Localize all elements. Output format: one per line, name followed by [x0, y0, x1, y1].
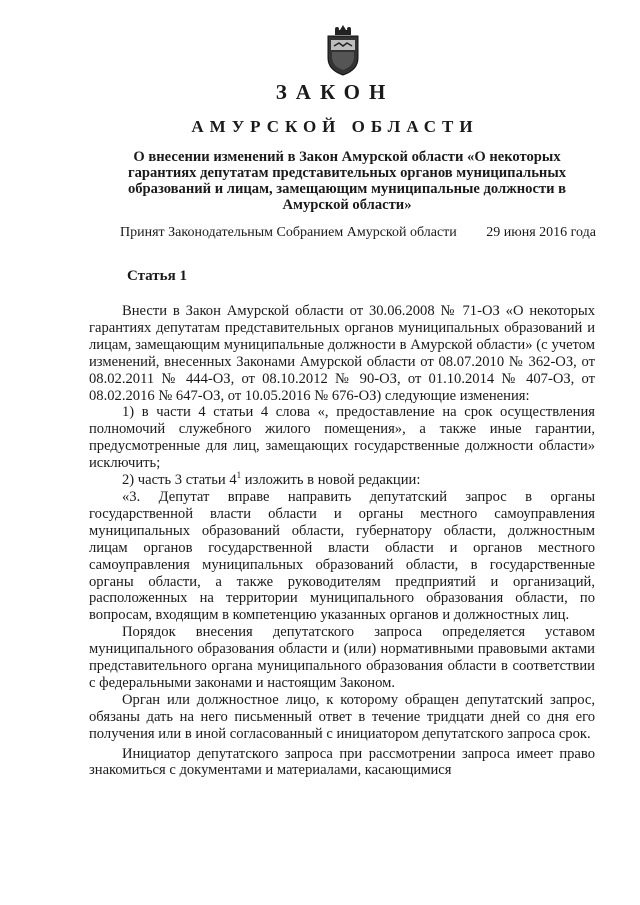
- adopted-by-text: Принят Законодательным Собранием Амурской области: [120, 225, 457, 240]
- paragraph-5: Порядок внесения депутатского запроса определяется уставом муниципального образования области и (или) нормативными правовыми актами представительного органа муниципального образования области в соответствии с федеральными законами и настоящим Законом.: [89, 624, 595, 691]
- paragraph-3-text-end: изложить в новой редакции:: [241, 472, 421, 489]
- paragraph-1: Внести в Закон Амурской области от 30.06.2008 № 71-ОЗ «О некоторых гарантиях депутатам представительных органов муниципальных образований и лицам, замещающим муниципальные должности в Амурской области» (с учетом изменений, внесенных Законами Амурской области от 08.07.2010 № 362-ОЗ, от 08.02.2011 № 444-ОЗ, от 08.10.2012 № 90-ОЗ, от 01.10.2014 № 407-ОЗ, от 08.02.2016 № 647-ОЗ, от 10.05.2016 № 676-ОЗ) следующие изменения:: [89, 303, 595, 404]
- coat-of-arms-icon: [323, 24, 363, 76]
- paragraph-6: Орган или должностное лицо, к которому обращен депутатский запрос, обязаны дать на него письменный ответ в течение тридцати дней со дня его получения или в иной согласованный с инициатором депутатского запроса срок.: [89, 691, 595, 742]
- superscript-number: 1: [236, 470, 242, 481]
- document-type-heading: ЗАКОН: [275, 80, 395, 104]
- paragraph-3: [89, 472, 595, 489]
- adoption-date: 29 июня 2016 года: [486, 225, 596, 240]
- paragraph-4: «3. Депутат вправе направить депутатский запрос в органы государственной власти области и органы местного самоуправления муниципальных образований области, губернатору области, должностным лицам органов государственной власти области и органов местного самоуправления муниципальных образований области, в государственные органы области, а также руководителям предприятий и организаций, расположенных на территории муниципального образования области, по вопросам, входящим в компетенцию указанных органов и должностных лиц.: [89, 488, 595, 624]
- paragraph-2: 1) в части 4 статьи 4 слова «, предоставление на срок осуществления полномочий служебного жилого помещения», а также иные гарантии, предусмотренные для лиц, замещающих государственные должности области» исключить;: [89, 404, 595, 472]
- paragraph-3-text: 2) часть 3 статьи 4: [122, 472, 237, 489]
- article-body: [89, 303, 595, 779]
- region-heading: АМУРСКОЙ ОБЛАСТИ: [191, 117, 479, 136]
- adoption-line: [120, 225, 596, 241]
- paragraph-7: Инициатор депутатского запроса при рассмотрении запроса имеет право знакомиться с документами и материалами, касающимися: [89, 745, 595, 779]
- law-title: О внесении изменений в Закон Амурской области «О некоторых гарантиях депутатам представительных органов муниципальных образований и лицам, замещающим муниципальные должности в Амурской области»: [127, 149, 567, 213]
- article-heading: Статья 1: [127, 268, 187, 284]
